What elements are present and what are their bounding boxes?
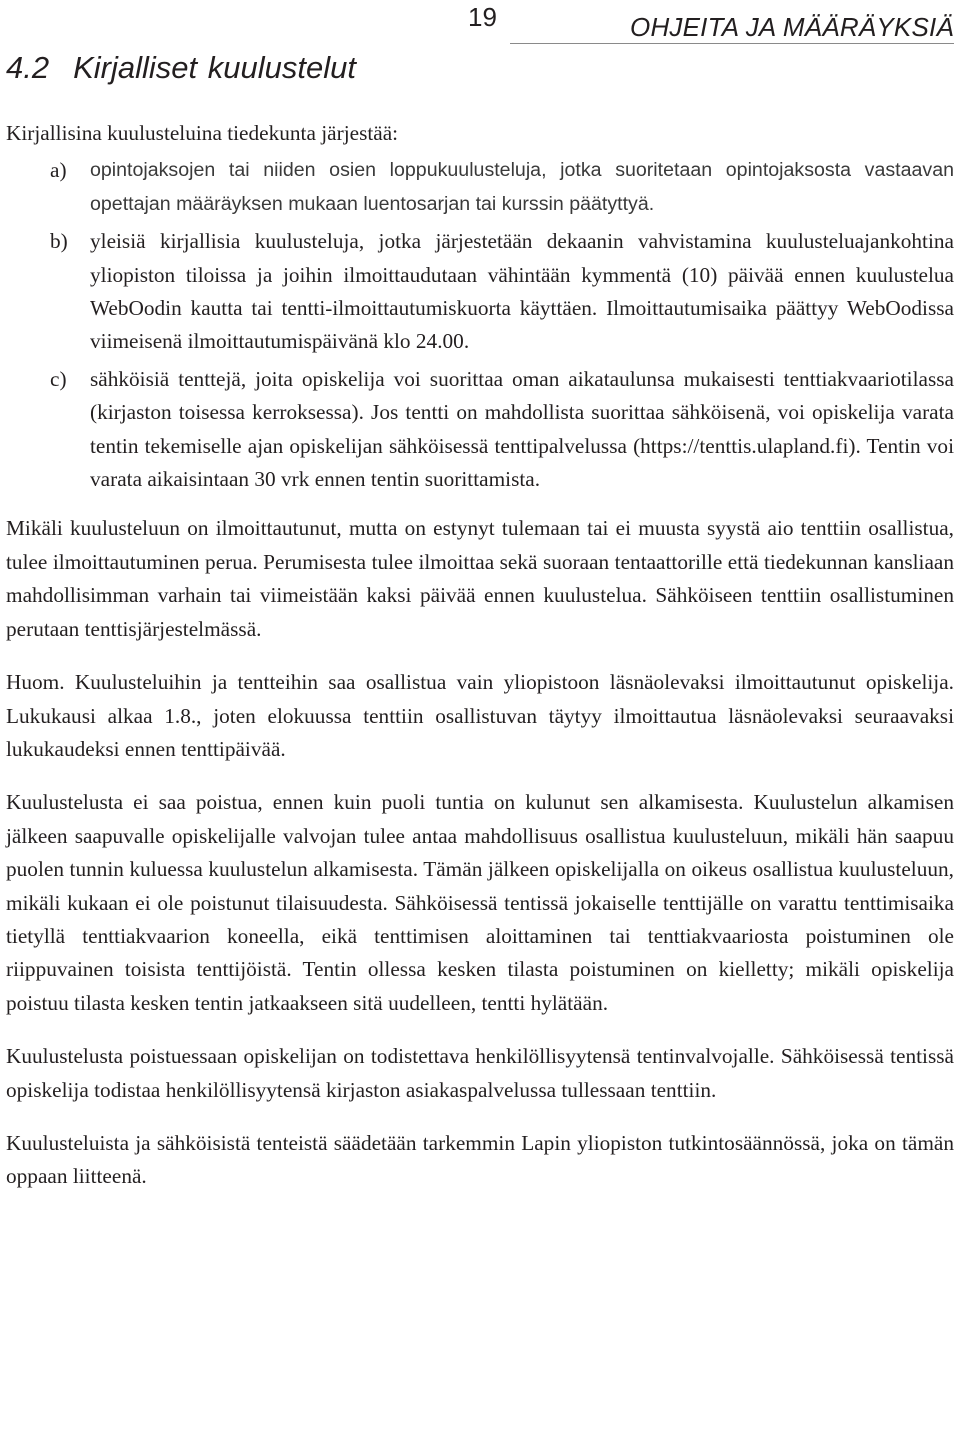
page-number: 19 [468, 2, 497, 32]
list-marker: a) [50, 158, 67, 183]
paragraph-leaving-exam: Kuulustelusta ei saa poistua, ennen kuin puoli tuntia on kulunut sen alkamisesta. Kuulustelun alkamisen jälkeen saapuvalle opiskelijalle valvojan tulee antaa mahdollisuus osallistua kuulusteluun, mikäli hän saapuu puolen tunnin kuluessa kuulustelun alkamisesta. Tämän jälkeen opiskelijalla on oikeus osallistua kuulusteluun, mikäli kukaan ei ole poistunut tilaisuudesta. Sähköisessä tentissä jokaiselle tenttijälle on varattu tenttimisaika tietyllä tenttiakvaarion koneella, eikä tenttimisen aloittaminen tai tenttiakvaariosta poistuminen ole riippuvainen toisista tenttijöistä. Tentin ollessa kesken tilasta poistuminen on kielletty; mikäli opiskelija poistuu tilasta kesken tentin jatkaakseen sitä uudelleen, tentti hylätään. [6, 790, 954, 1015]
list-marker: c) [50, 366, 67, 391]
page-header [0, 0, 960, 40]
section-number: 4.2 [6, 50, 50, 85]
list-marker: b) [50, 229, 68, 254]
intro-text: Kirjallisina kuulusteluina tiedekunta järjestää: [6, 121, 399, 145]
paragraph-regulations: Kuulusteluista ja sähköisistä tenteistä säädetään tarkemmin Lapin yliopiston tutkintosäännössä, joka on tämän oppaan liitteenä. [6, 1130, 954, 1189]
section-heading [6, 50, 356, 86]
list-item [6, 154, 954, 221]
list-item [6, 363, 954, 497]
section-title: Kirjalliset kuulustelut [73, 50, 356, 85]
paragraph-identification: Kuulustelusta poistuessaan opiskelijan on todistettava henkilöllisyytensä tentinvalvojalle. Sähköisessä tentissä opiskelija todistaa henkilöllisyytensä kirjaston asiakaspalvelussa tullessaan tenttiin. [6, 1044, 954, 1102]
header-rule [510, 43, 954, 44]
list-item-text: yleisiä kirjallisia kuulusteluja, jotka järjestetään dekaanin vahvistamina kuulusteluajankohtina yliopiston tiloissa ja joihin ilmoittaudutaan vähintään kymmentä (10) päivää ennen kuulustelua WebOodin kautta tai tentti-ilmoittautumiskuorta käyttäen. Ilmoittautumisaika päättyy WebOodissa viimeisenä ilmoittautumispäivänä klo 24.00. [90, 229, 954, 354]
paragraph-note: Huom. Kuulusteluihin ja tentteihin saa osallistua vain yliopistoon läsnäolevaksi ilmoittautunut opiskelija. Lukukausi alkaa 1.8., joten elokuussa tenttiin osallistuvan täytyy ilmoittautua läsnäolevaksi seuraavaksi lukukaudeksi ennen tenttipäivää. [6, 670, 954, 761]
exam-types-list [6, 154, 954, 496]
list-item-text: opintojaksojen tai niiden osien loppukuulusteluja, jotka suoritetaan opintojaksosta vastaavan opettajan määräyksen mukaan luentosarjan tai kurssin päätyttyä. [90, 159, 954, 215]
body-content [6, 117, 954, 1194]
paragraph-cancellation: Mikäli kuulusteluun on ilmoittautunut, mutta on estynyt tulemaan tai ei muusta syystä aio tenttiin osallistua, tulee ilmoittautuminen perua. Perumisesta tulee ilmoittaa sekä suoraan tentaattorille että tiedekunnan kansliaan mahdollisimman varhain tai viimeistään kaksi päivää ennen kuulustelua. Sähköiseen tenttiin osallistuminen perutaan tenttisjärjestelmässä. [6, 516, 954, 641]
running-title: OHJEITA JA MÄÄRÄYKSIÄ [630, 12, 954, 42]
list-item-text: sähköisiä tenttejä, joita opiskelija voi suorittaa oman aikataulunsa mukaisesti tenttiakvaariotilassa (kirjaston toisessa kerroksessa). Jos tentti on mahdollista suorittaa sähköisenä, voi opiskelija varata tentin tekemiselle ajan opiskelijan sähköisessä tenttipalvelussa (https://tenttis.ulapland.fi). Tentin voi varata aikaisintaan 30 vrk ennen tentin suorittamista. [90, 366, 954, 492]
list-item [6, 225, 954, 359]
